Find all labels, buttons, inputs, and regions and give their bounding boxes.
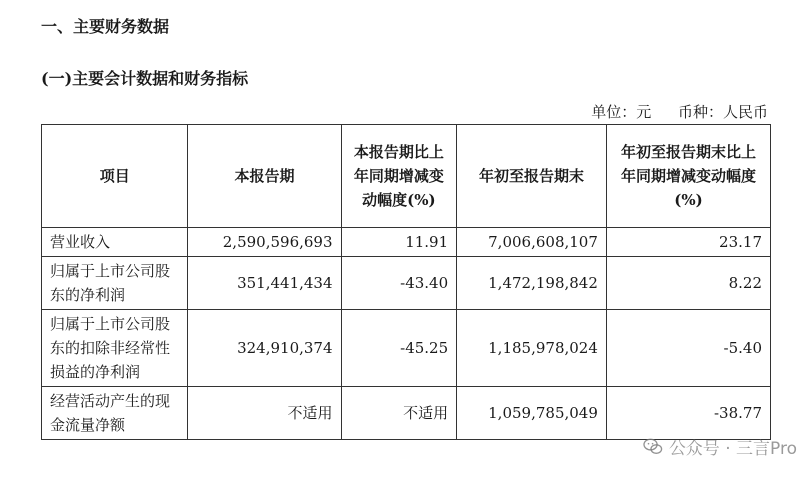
header-ytd: 年初至报告期末 [457, 125, 607, 228]
row-ytd-change: 8.22 [606, 257, 770, 310]
table-header-row [42, 125, 771, 228]
header-item: 项目 [42, 125, 188, 228]
row-item: 营业收入 [42, 228, 188, 257]
table-row [42, 257, 771, 310]
row-current-change: -43.40 [341, 257, 457, 310]
wechat-icon [643, 438, 663, 456]
table-row [42, 310, 771, 387]
section-title: 一、主要财务数据 [41, 17, 170, 36]
row-item: 归属于上市公司股东的净利润 [42, 257, 188, 310]
currency-label: 币种：人民币 [677, 103, 768, 121]
table-row [42, 228, 771, 257]
row-item: 经营活动产生的现金流量净额 [42, 387, 188, 440]
row-current-change: 不适用 [341, 387, 457, 440]
header-ytd-change: 年初至报告期末比上年同期增减变动幅度(%) [606, 125, 770, 228]
row-ytd-change: 23.17 [606, 228, 770, 257]
row-current: 324,910,374 [188, 310, 341, 387]
financial-data-table [41, 124, 771, 440]
header-current-change: 本报告期比上年同期增减变动幅度(%) [341, 125, 457, 228]
row-ytd: 1,472,198,842 [457, 257, 607, 310]
row-current-change: 11.91 [341, 228, 457, 257]
row-current-change: -45.25 [341, 310, 457, 387]
row-ytd: 1,059,785,049 [457, 387, 607, 440]
header-current: 本报告期 [188, 125, 341, 228]
unit-line [591, 101, 768, 122]
row-ytd-change: -5.40 [606, 310, 770, 387]
watermark-text: 公众号 · 三言Pro [668, 439, 797, 459]
row-current: 351,441,434 [188, 257, 341, 310]
subsection-title: (一)主要会计数据和财务指标 [41, 69, 249, 88]
row-current: 2,590,596,693 [188, 228, 341, 257]
unit-label: 单位：元 [591, 103, 652, 121]
row-ytd-change: -38.77 [606, 387, 770, 440]
row-item: 归属于上市公司股东的扣除非经常性损益的净利润 [42, 310, 188, 387]
row-ytd: 1,185,978,024 [457, 310, 607, 387]
watermark [643, 434, 797, 459]
row-current: 不适用 [188, 387, 341, 440]
table-row [42, 387, 771, 440]
row-ytd: 7,006,608,107 [457, 228, 607, 257]
